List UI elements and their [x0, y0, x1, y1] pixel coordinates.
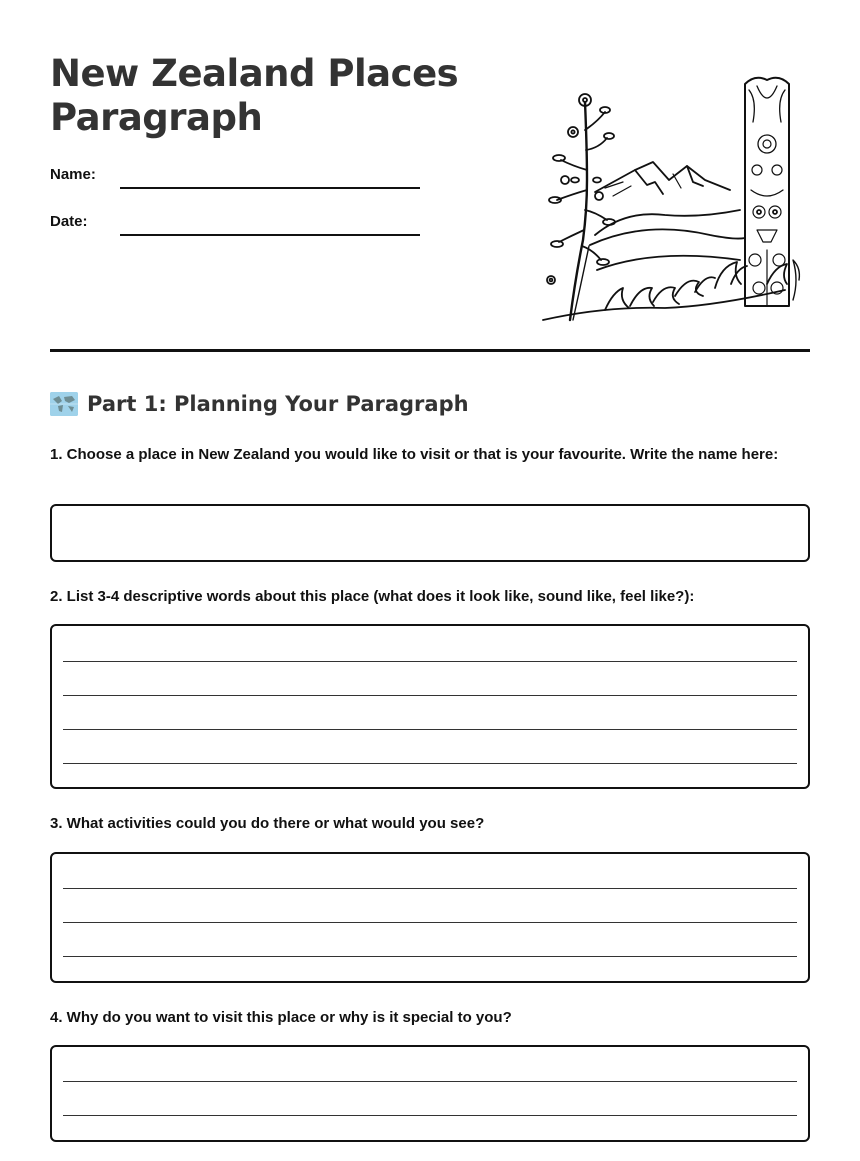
answer-box-2[interactable]: [50, 624, 810, 789]
write-line: [63, 888, 797, 889]
write-line: [63, 1115, 797, 1116]
answer-box-3[interactable]: [50, 852, 810, 983]
name-label: Name:: [50, 166, 96, 183]
page-title: New Zealand Places Paragraph: [50, 52, 459, 139]
answer-box-1[interactable]: [50, 504, 810, 562]
world-map-icon: [50, 392, 78, 416]
part1-heading: [50, 389, 469, 419]
date-write-line[interactable]: [120, 234, 420, 236]
write-line: [63, 956, 797, 957]
question-4: 4. Why do you want to visit this place or why is it special to you?: [50, 1009, 512, 1026]
write-line: [63, 763, 797, 764]
write-line: [63, 729, 797, 730]
name-write-line[interactable]: [120, 187, 420, 189]
question-2: 2. List 3-4 descriptive words about this place (what does it look like, sound like, feel like?):: [50, 588, 695, 605]
answer-box-4[interactable]: [50, 1045, 810, 1142]
date-label: Date:: [50, 213, 88, 230]
section-title: Part 1: Planning Your Paragraph: [87, 392, 469, 416]
date-field-row: [50, 213, 420, 237]
nz-landscape-illustration: [535, 70, 805, 328]
write-line: [63, 695, 797, 696]
header-divider: [50, 349, 810, 352]
question-1: 1. Choose a place in New Zealand you would like to visit or that is your favourite. Write the name here:: [50, 446, 779, 463]
write-line: [63, 922, 797, 923]
question-3: 3. What activities could you do there or what would you see?: [50, 815, 485, 832]
write-line: [63, 661, 797, 662]
name-field-row: [50, 166, 420, 190]
write-line: [63, 1081, 797, 1082]
